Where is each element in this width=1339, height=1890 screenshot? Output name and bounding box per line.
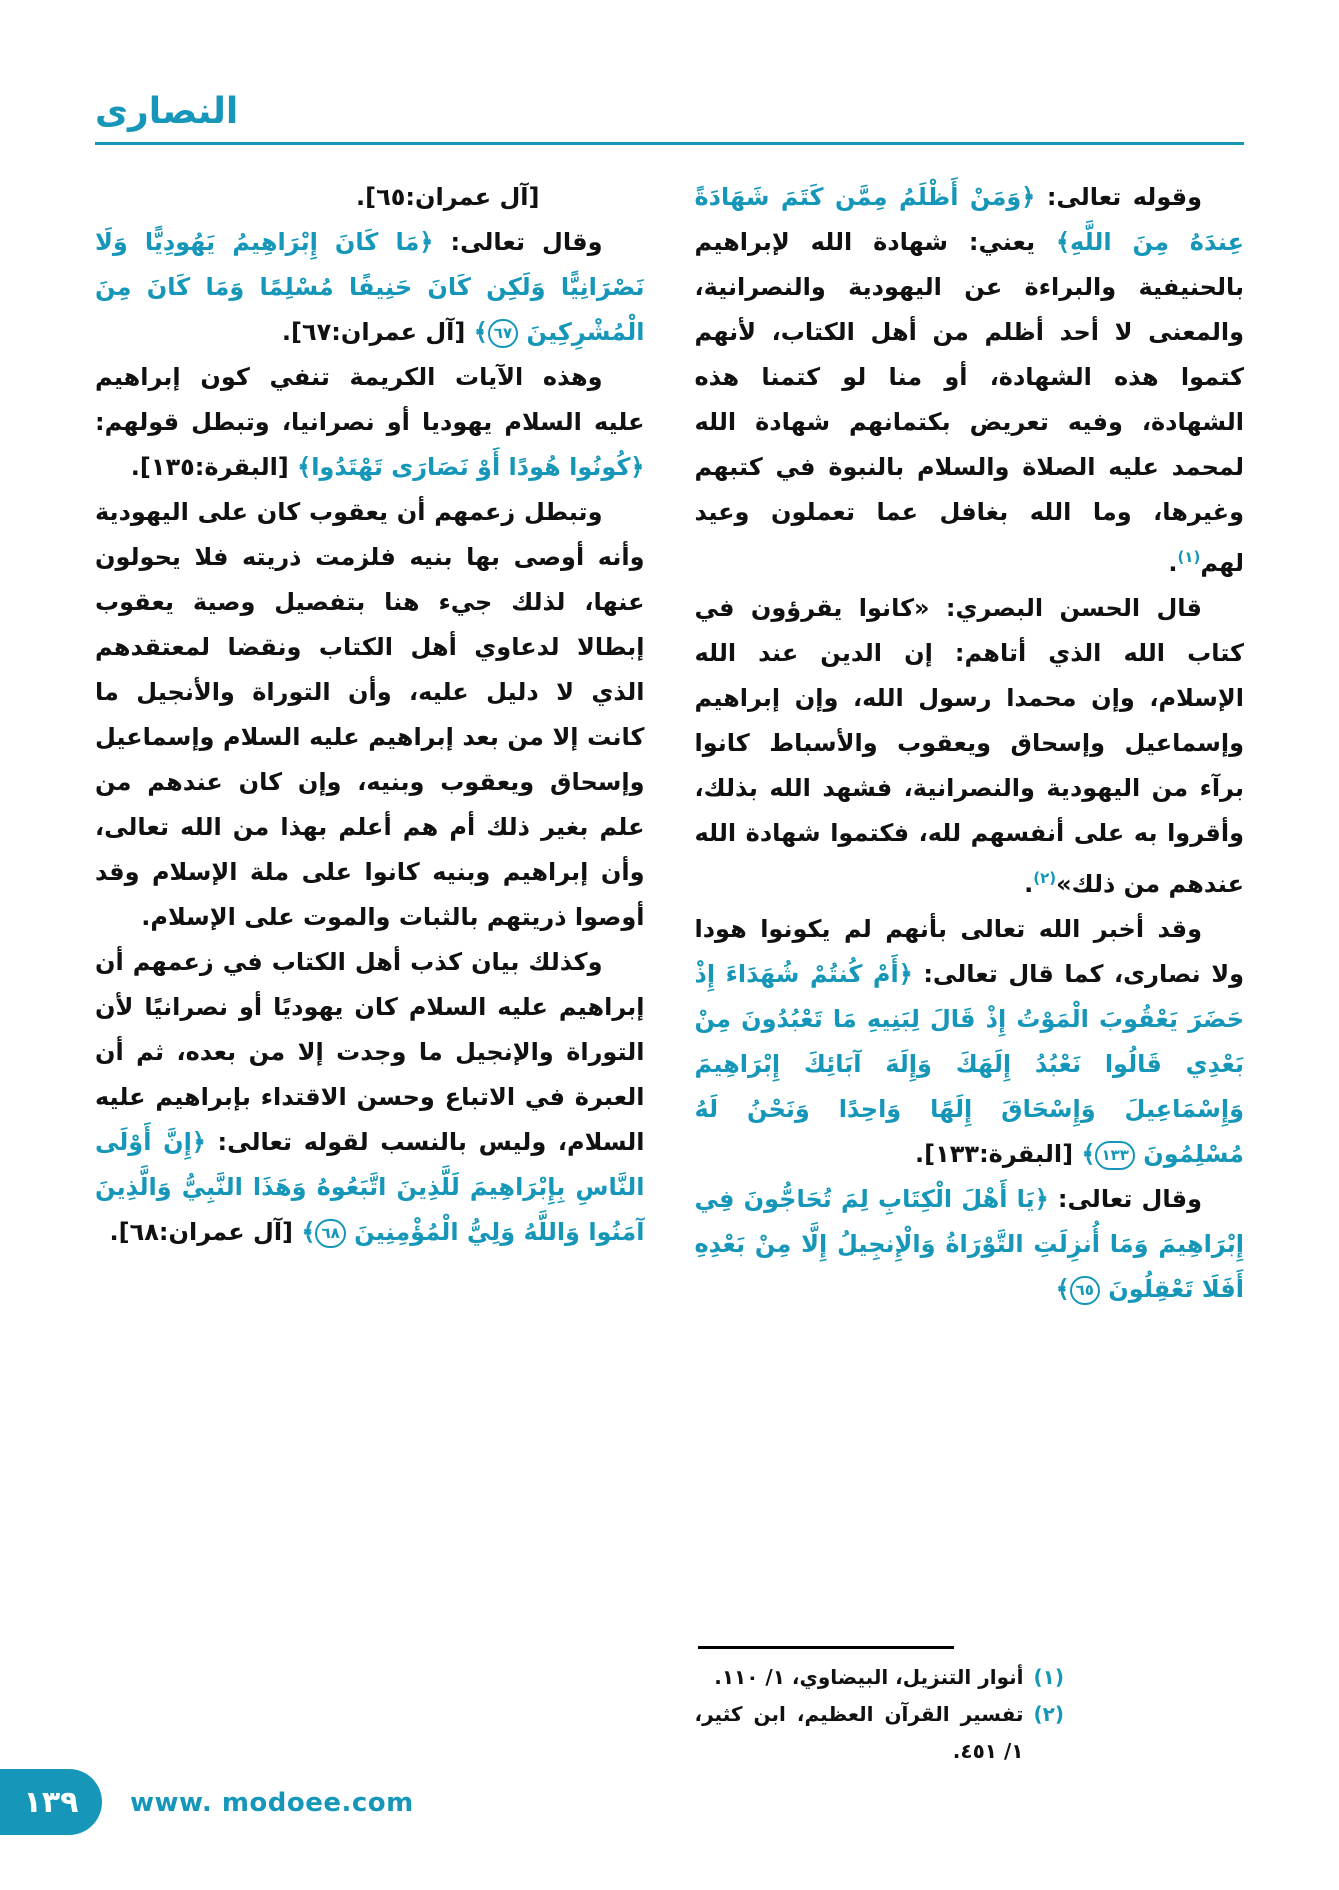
body-text: وقال تعالى: <box>1048 1185 1203 1213</box>
verse-reference: [آل عمران:٦٧]. <box>281 318 466 346</box>
quran-verse: ﴿كُونُوا هُودًا أَوْ نَصَارَى تَهْتَدُوا﴾ <box>297 453 645 481</box>
paragraph <box>95 355 645 490</box>
column-right <box>695 175 1245 1770</box>
verse-reference: [آل عمران:٦٥]. <box>356 183 540 211</box>
page-header <box>95 92 1244 145</box>
footnote <box>695 1659 1245 1696</box>
body-text: وقال تعالى: <box>433 228 603 256</box>
verse-reference: [البقرة:١٣٥]. <box>130 453 289 481</box>
quran-verse: ﴾ <box>1055 1275 1070 1303</box>
paragraph <box>95 175 540 220</box>
ayah-number: ٦٧ <box>488 319 518 348</box>
page-body <box>95 175 1244 1770</box>
body-text: وقوله تعالى: <box>1035 183 1202 211</box>
footnote-text: تفسير القرآن العظيم، ابن كثير، ١/ ٤٥١. <box>694 1702 1024 1763</box>
quran-verse: ﴿إِنَّ أَوْلَى النَّاسِ بِإِبْرَاهِيمَ لَلَّذِينَ اتَّبَعُوهُ وَهَذَا النَّبِيُّ وَالَّذِينَ آمَنُوا وَاللَّهُ وَلِيُّ الْمُؤْمِنِينَ <box>95 1128 645 1246</box>
page-number: ١٣٩ <box>23 1784 79 1820</box>
footnote-number: (١) <box>1033 1665 1064 1689</box>
paragraph <box>695 586 1245 907</box>
paragraph <box>695 1177 1245 1312</box>
footnote-marker: (٢) <box>1033 869 1057 887</box>
footnotes-list <box>695 1659 1245 1770</box>
paragraph <box>95 490 645 940</box>
body-text: وتبطل زعمهم أن يعقوب كان على اليهودية وأنه أوصى بها بنيه فلزمت ذريته فلا يحولون عنها، لذلك جيء هنا بتفصيل وصية يعقوب إبطالا لدعاوي أهل الكتاب ونقضا لمعتقدهم الذي لا دليل عليه، وأن التوراة والأنجيل ما كانت إلا من بعد إبراهيم عليه السلام وإسماعيل وإسحاق ويعقوب وبنيه، وإن كان عندهم من علم بغير ذلك أم هم أعلم بهذا من الله تعالى، وأن إبراهيم وبنيه كانوا على ملة الإسلام وقد أوصوا ذريتهم بالثبات والموت على الإسلام. <box>95 498 645 931</box>
header-rule <box>95 142 1244 145</box>
ayah-number: ٦٥ <box>1070 1276 1100 1305</box>
ayah-number: ١٣٣ <box>1095 1141 1134 1170</box>
website-text: www. modoee.com <box>130 1788 414 1818</box>
quran-verse: ﴿مَا كَانَ إِبْرَاهِيمُ يَهُودِيًّا وَلَا نَصْرَانِيًّا وَلَكِن كَانَ حَنِيفًا مُسْلِمًا وَمَا كَانَ مِنَ الْمُشْرِكِينَ <box>95 228 645 346</box>
body-text: وكذلك بيان كذب أهل الكتاب في زعمهم أن إبراهيم عليه السلام كان يهوديًا أو نصرانيًا لأن التوراة والإنجيل ما وجدت إلا من بعده، ثم أن العبرة في الاتباع وحسن الاقتداء بإبراهيم عليه السلام، وليس بالنسب لقوله تعالى: <box>95 948 645 1156</box>
footnotes-section <box>695 1630 1245 1770</box>
body-text: وهذه الآيات الكريمة تنفي كون إبراهيم عليه السلام يهوديا أو نصرانيا، وتبطل قولهم: <box>95 363 645 436</box>
body-text: . <box>1168 549 1178 577</box>
ayah-number: ٦٨ <box>315 1219 345 1248</box>
body-text: يعني: شهادة الله لإبراهيم بالحنيفية والبراءة عن اليهودية والنصرانية، والمعنى لا أحد أظلم من أهل الكتاب، لأنهم كتموا هذه الشهادة، أو منا لو كتمنا هذه الشهادة، وفيه تعريض بكتمانهم شهادة الله لمحمد عليه الصلاة والسلام بالنبوة في كتبهم وغيرها، وما الله بغافل عما تعملون وعيد لهم <box>694 228 1244 577</box>
body-text <box>465 318 473 346</box>
column-left <box>95 175 645 1770</box>
chapter-title: النصارى <box>95 91 239 132</box>
quran-verse: ﴾ <box>473 318 488 346</box>
quran-verse: ﴿وَمَنْ أَظْلَمُ مِمَّن كَتَمَ شَهَادَةً عِندَهُ مِنَ اللَّهِ﴾ <box>694 183 1244 256</box>
body-text: وقد أخبر الله تعالى بأنهم لم يكونوا هودا ولا نصارى، كما قال تعالى: <box>694 915 1244 988</box>
page-number-tab <box>0 1769 102 1835</box>
quran-verse: ﴿يَا أَهْلَ الْكِتَابِ لِمَ تُحَاجُّونَ فِي إِبْرَاهِيمَ وَمَا أُنزِلَتِ التَّوْرَاةُ وَالْإِنجِيلُ إِلَّا مِنْ بَعْدِهِ أَفَلَا تَعْقِلُونَ <box>694 1185 1244 1303</box>
paragraph <box>695 175 1245 586</box>
paragraph <box>95 940 645 1255</box>
body-text: قال الحسن البصري: «كانوا يقرؤون في كتاب الله الذي أتاهم: إن الدين عند الله الإسلام، وإن محمدا رسول الله، وإن إبراهيم وإسماعيل وإسحاق ويعقوب والأسباط كانوا برآء من اليهودية والنصرانية، فشهد الله بذلك، وأقروا به على أنفسهم لله، فكتموا شهادة الله عندهم من ذلك» <box>694 594 1244 898</box>
paragraph <box>95 220 645 355</box>
footnote-text: أنوار التنزيل، البيضاوي، ١/ ١١٠. <box>714 1665 1024 1689</box>
body-text: . <box>1024 870 1034 898</box>
quran-verse: ﴾ <box>301 1218 316 1246</box>
footnote-marker: (١) <box>1177 548 1201 566</box>
verse-reference: [البقرة:١٣٣]. <box>915 1140 1074 1168</box>
footnote-number: (٢) <box>1033 1702 1064 1726</box>
quran-verse: ﴾ <box>1081 1140 1096 1168</box>
body-text <box>289 453 297 481</box>
paragraph <box>695 907 1245 1177</box>
quran-verse: ﴿أَمْ كُنتُمْ شُهَدَاءَ إِذْ حَضَرَ يَعْقُوبَ الْمَوْتُ إِذْ قَالَ لِبَنِيهِ مَا تَعْبُدُونَ مِنْ بَعْدِي قَالُوا نَعْبُدُ إِلَهَكَ وَإِلَهَ آبَائِكَ إِبْرَاهِيمَ وَإِسْمَاعِيلَ وَإِسْحَاقَ إِلَهًا وَاحِدًا وَنَحْنُ لَهُ مُسْلِمُونَ <box>694 960 1244 1168</box>
verse-reference: [آل عمران:٦٨]. <box>109 1218 294 1246</box>
column-left-text <box>95 175 645 1255</box>
footnote <box>695 1696 1245 1770</box>
footnote-separator <box>698 1646 954 1649</box>
column-right-text <box>695 175 1245 1312</box>
